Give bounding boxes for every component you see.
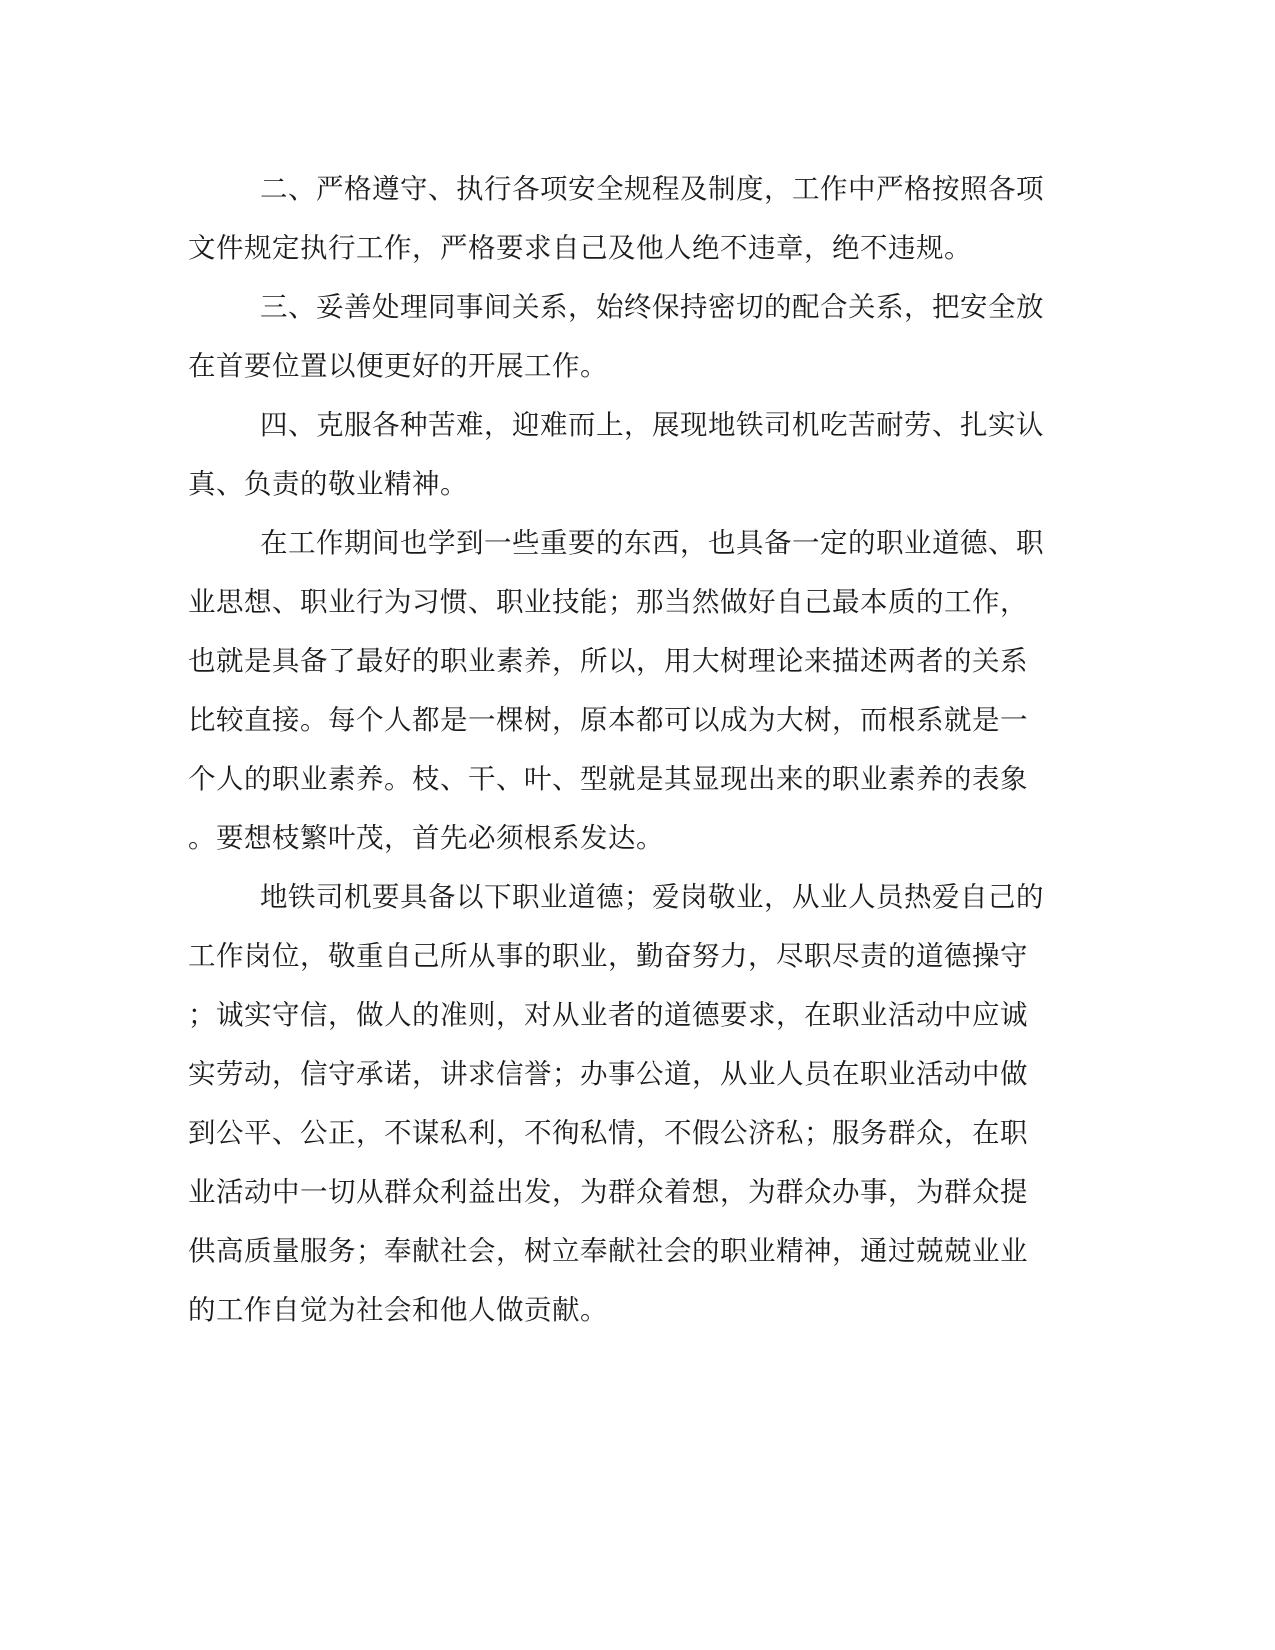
paragraph-2-line-2: 文件规定执行工作，严格要求自己及他人绝不违章，绝不违规。 xyxy=(188,232,972,264)
paragraph-6-line-7: 供高质量服务；奉献社会，树立奉献社会的职业精神，通过兢兢业业 xyxy=(188,1235,1028,1267)
paragraph-6-line-5: 到公平、公正，不谋私利，不徇私情，不假公济私；服务群众，在职 xyxy=(188,1117,1028,1149)
paragraph-5-line-2: 业思想、职业行为习惯、职业技能；那当然做好自己最本质的工作， xyxy=(188,586,1028,618)
paragraph-6-line-1: 地铁司机要具备以下职业道德；爱岗敬业，从业人员热爱自己的 xyxy=(260,881,1044,913)
paragraph-6-line-8: 的工作自觉为社会和他人做贡献。 xyxy=(188,1294,608,1326)
paragraph-5-line-5: 个人的职业素养。枝、干、叶、型就是其显现出来的职业素养的表象 xyxy=(188,763,1028,795)
paragraph-3-line-1: 三、妥善处理同事间关系，始终保持密切的配合关系，把安全放 xyxy=(260,291,1044,323)
paragraph-3-line-2: 在首要位置以便更好的开展工作。 xyxy=(188,350,608,382)
paragraph-6-line-2: 工作岗位，敬重自己所从事的职业，勤奋努力，尽职尽责的道德操守 xyxy=(188,940,1028,972)
paragraph-2-line-1: 二、严格遵守、执行各项安全规程及制度，工作中严格按照各项 xyxy=(260,173,1044,205)
paragraph-6-line-3: ；诚实守信，做人的准则，对从业者的道德要求，在职业活动中应诚 xyxy=(188,999,1028,1031)
paragraph-5-line-1: 在工作期间也学到一些重要的东西，也具备一定的职业道德、职 xyxy=(260,527,1044,559)
paragraph-6-line-4: 实劳动，信守承诺，讲求信誉；办事公道，从业人员在职业活动中做 xyxy=(188,1058,1028,1090)
paragraph-6-line-6: 业活动中一切从群众利益出发，为群众着想，为群众办事，为群众提 xyxy=(188,1176,1028,1208)
paragraph-5-line-6: 。要想枝繁叶茂，首先必须根系发达。 xyxy=(188,822,664,854)
paragraph-4-line-2: 真、负责的敬业精神。 xyxy=(188,468,468,500)
document-body xyxy=(188,160,1088,1340)
paragraph-5-line-4: 比较直接。每个人都是一棵树，原本都可以成为大树，而根系就是一 xyxy=(188,704,1028,736)
paragraph-4-line-1: 四、克服各种苦难，迎难而上，展现地铁司机吃苦耐劳、扎实认 xyxy=(260,409,1044,441)
paragraph-5-line-3: 也就是具备了最好的职业素养，所以，用大树理论来描述两者的关系 xyxy=(188,645,1028,677)
